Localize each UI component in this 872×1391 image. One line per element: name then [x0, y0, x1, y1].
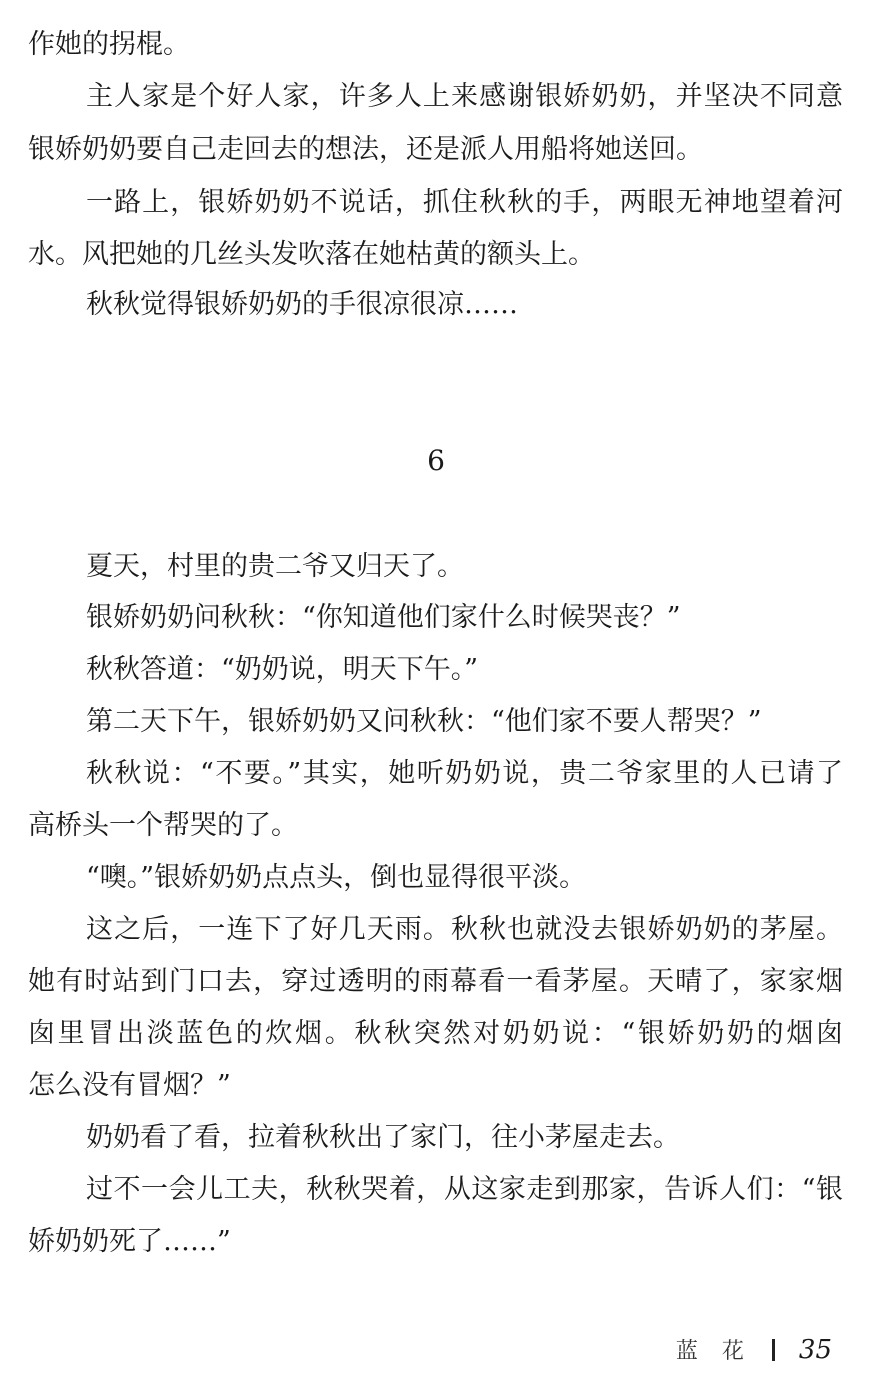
- page-number: 35: [798, 1334, 832, 1365]
- text-line: 这之后，一连下了好几天雨。秋秋也就没去银娇奶奶的茅屋。: [86, 914, 843, 945]
- page-footer: [676, 1334, 832, 1365]
- text-line: 怎么没有冒烟？”: [28, 1070, 231, 1101]
- text-line: 奶奶看了看，拉着秋秋出了家门，往小茅屋走去。: [86, 1122, 680, 1153]
- text-line: 高桥头一个帮哭的了。: [28, 810, 298, 841]
- text-line: 娇奶奶死了……”: [28, 1226, 231, 1257]
- text-line: 过不一会儿工夫，秋秋哭着，从这家走到那家，告诉人们：“银: [86, 1174, 843, 1205]
- text-line: 秋秋说：“不要。”其实，她听奶奶说，贵二爷家里的人已请了: [86, 758, 843, 789]
- text-line: 水。风把她的几丝头发吹落在她枯黄的额头上。: [28, 239, 595, 270]
- text-line: 作她的拐棍。: [28, 29, 190, 60]
- text-line: “噢。”银娇奶奶点点头，倒也显得很平淡。: [86, 862, 587, 893]
- text-line: 银娇奶奶问秋秋：“你知道他们家什么时候哭丧？”: [86, 602, 681, 633]
- text-line: 主人家是个好人家，许多人上来感谢银娇奶奶，并坚决不同意: [86, 81, 843, 112]
- divider: [772, 1339, 775, 1361]
- text-line: 夏天，村里的贵二爷又归天了。: [86, 551, 464, 582]
- text-line: 第二天下午，银娇奶奶又问秋秋：“他们家不要人帮哭？”: [86, 706, 762, 737]
- text-line: 一路上，银娇奶奶不说话，抓住秋秋的手，两眼无神地望着河: [86, 187, 843, 218]
- text-line: 她有时站到门口去，穿过透明的雨幕看一看茅屋。天晴了，家家烟: [28, 966, 843, 997]
- running-title: 蓝花: [675, 1339, 768, 1364]
- text-line: 秋秋觉得银娇奶奶的手很凉很凉……: [86, 289, 518, 320]
- text-line: 秋秋答道：“奶奶说，明天下午。”: [86, 654, 479, 685]
- section-heading: 6: [427, 444, 445, 477]
- text-line: 囱里冒出淡蓝色的炊烟。秋秋突然对奶奶说：“银娇奶奶的烟囱: [28, 1018, 843, 1049]
- text-line: 银娇奶奶要自己走回去的想法，还是派人用船将她送回。: [28, 134, 703, 165]
